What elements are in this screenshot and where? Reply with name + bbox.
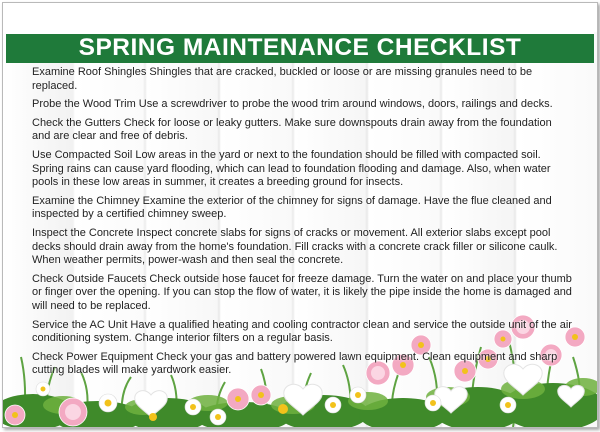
checklist-item-power-equipment: Check Power Equipment Check your gas and battery powered lawn equipment. Clean equipment and sharp cutting blades will make yardwork easier. bbox=[32, 350, 558, 377]
checklist-item-compacted-soil: Use Compacted Soil Low areas in the yard or next to the foundation should be filled with compacted soil. Spring rains can cause yard flooding, which can lead to foundation flooding and damage. Also, when water pools in these low areas in summer, it creates a breeding ground for insects. bbox=[32, 148, 551, 189]
checklist-card bbox=[2, 2, 598, 428]
checklist-item-chimney: Examine the Chimney Examine the exterior of the chimney for signs of damage. Have the flue cleaned and inspected by a certified chimney sweep. bbox=[32, 194, 552, 221]
checklist-item-gutters: Check the Gutters Check for loose or leaky gutters. Make sure downspouts drain away from the foundation and are clear and free of debris. bbox=[32, 116, 552, 143]
checklist-item-ac-unit: Service the AC Unit Have a qualified heating and cooling contractor clean and service the outside unit of the air conditioning system. Change interior filters on a regular basis. bbox=[32, 318, 572, 345]
title-banner bbox=[6, 32, 594, 63]
checklist-item-roof-shingles: Examine Roof Shingles Shingles that are cracked, buckled or loose or are missing granules need to be replaced. bbox=[32, 66, 533, 92]
checklist-item-concrete: Inspect the Concrete Inspect concrete slabs for signs of cracks or movement. All exterior slabs except pool decks should drain away from the home's foundation. Fill cracks with a concrete crack filler or silicone caulk. When weather permits, power-wash and then seal the concrete. bbox=[32, 226, 558, 267]
checklist-item-outside-faucets: Check Outside Faucets Check outside hose faucet for freeze damage. Turn the water on and place your thumb or finger over the opening. If you can stop the flow of water, it is likely the pipe inside the home is damaged and will need to be replaced. bbox=[32, 272, 572, 312]
checklist-body bbox=[32, 66, 572, 383]
page-title: SPRING MAINTENANCE CHECKLIST bbox=[78, 34, 522, 62]
checklist-item-wood-trim: Probe the Wood Trim Use a screwdriver to probe the wood trim around windows, doors, railings and decks. bbox=[32, 98, 553, 111]
top-white-band bbox=[3, 3, 597, 32]
